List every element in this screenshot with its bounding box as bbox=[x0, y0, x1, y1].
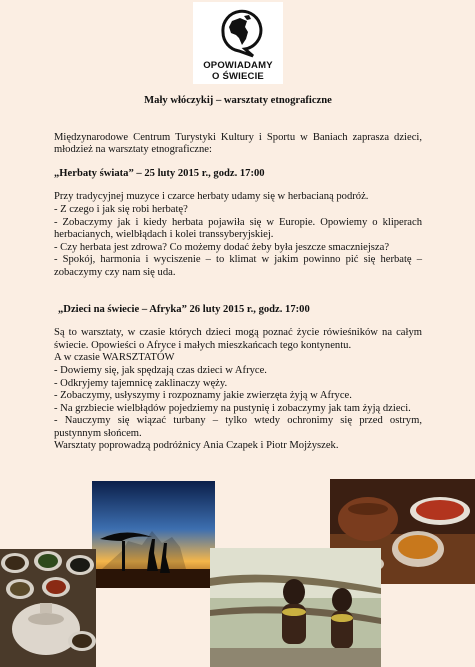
event1-heading: „Herbaty świata” – 25 luty 2015 r., godz. 17:00 bbox=[54, 167, 265, 179]
event2-item: - Dowiemy się, jak spędzają czas dzieci w Afryce. bbox=[54, 364, 267, 376]
event2-lead: Są to warsztaty, w czasie których dzieci mogą poznać życie rówieśników na całym świecie. Opowieści o Afryce i małych mieszkańcach tego kontynentu. bbox=[54, 327, 422, 351]
event1-item: - Z czego i jak się robi herbatę? bbox=[54, 203, 188, 215]
flyer-title: Mały włóczykij – warsztaty etnograficzne bbox=[144, 95, 332, 106]
event2-item: - Na grzbiecie wielbłądów pojedziemy na pustynię i zobaczymy jak tam żyją dzieci. bbox=[54, 402, 411, 414]
event2-item: - Odkryjemy tajemnicę zaklinaczy węży. bbox=[54, 377, 228, 389]
event1-item: - Czy herbata jest zdrowa? Co możemy dodać żeby była jeszcze smaczniejsza? bbox=[54, 241, 390, 253]
event1-lead: Przy tradycyjnej muzyce i czarce herbaty udamy się w herbacianą podróż. bbox=[54, 191, 369, 203]
african-children-photo bbox=[210, 548, 381, 667]
event2-sub: A w czasie WARSZTATÓW bbox=[54, 352, 175, 364]
event2-heading: „Dzieci na świecie – Afryka” 26 luty 2015 r., godz. 17:00 bbox=[58, 303, 310, 315]
speech-bubble-globe-icon bbox=[193, 2, 283, 60]
flyer-text bbox=[54, 95, 422, 453]
giraffes-sunset-photo bbox=[92, 481, 215, 588]
opowiadamy-logo bbox=[193, 2, 283, 84]
event2-closing: Warsztaty poprowadzą podróżnicy Ania Czapek i Piotr Mojżyszek. bbox=[54, 440, 339, 452]
tea-spices-photo bbox=[0, 549, 96, 667]
logo-text-line1: OPOWIADAMY bbox=[203, 60, 273, 71]
intro-paragraph: Międzynarodowe Centrum Turystyki Kultury i Sportu w Baniach zaprasza dzieci, młodzież na warsztaty etnograficzne: bbox=[54, 131, 422, 156]
event2-item: - Nauczymy się wiązać turbany – tylko wtedy ochronimy się przed ostrym, pustynnym słońcem. bbox=[54, 415, 422, 439]
event1-item: - Zobaczymy jak i kiedy herbata pojawiła się w Europie. Opowiemy o kliperach herbacianych, wielbłądach i kolei transsyberyjskiej. bbox=[54, 216, 422, 241]
event2-item: - Zobaczymy, usłyszymy i rozpoznamy jakie zwierzęta żyją w Afryce. bbox=[54, 390, 352, 402]
event1-item: - Spokój, harmonia i wyciszenie – to klimat w jakim powinno pić się herbatę – zobaczymy czy nam się uda. bbox=[54, 254, 422, 278]
logo-text-line2: O ŚWIECIE bbox=[212, 71, 264, 82]
